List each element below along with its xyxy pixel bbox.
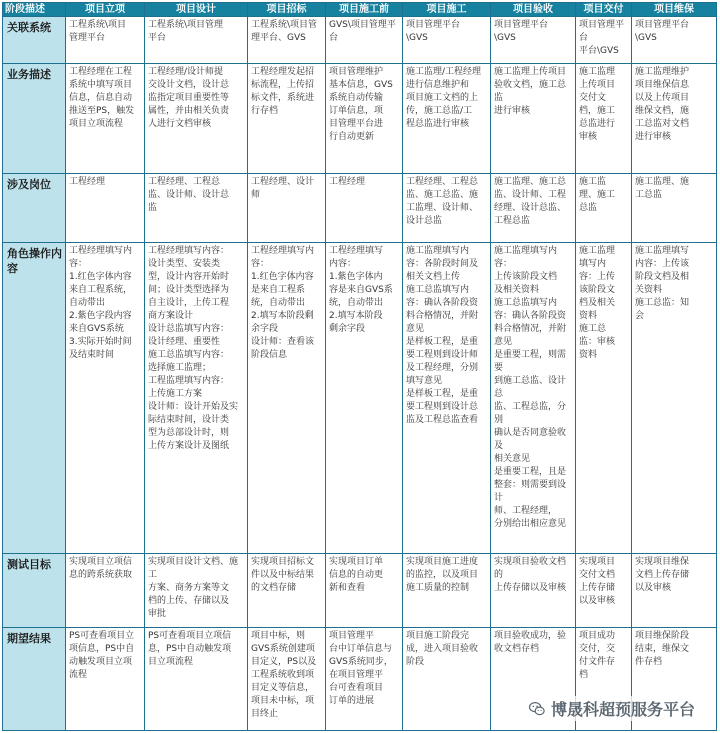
cell-line: 上传施工方案	[148, 388, 203, 399]
cell-line: 人进行文档审核	[148, 119, 212, 130]
cell-line: 审批	[148, 608, 167, 619]
cell-line: 该阶段文	[579, 284, 616, 295]
cell-line: 阶段信息	[251, 349, 288, 360]
cell-line: 实现项目立项信	[69, 556, 133, 567]
cell-line: 3.实际开始时间	[69, 336, 132, 347]
wechat-icon	[528, 700, 546, 718]
row-label: 关联系统	[3, 17, 66, 64]
cell-line: 交付文	[579, 93, 607, 104]
cell-line: 项目管理平台	[406, 20, 461, 30]
cell-line: 设计总监填写内容：	[148, 323, 230, 334]
cell-line: 项目施工阶段完	[406, 631, 470, 642]
cell-line: 工程经理填写内	[69, 245, 133, 256]
cell-line: 系统自动传输	[329, 93, 384, 104]
cell-line: 自动带出	[69, 297, 106, 308]
table-cell	[66, 242, 145, 553]
cell-line: 件存档	[635, 657, 663, 668]
table-cell	[491, 64, 576, 174]
cell-line: 息的跨系统获取	[69, 569, 133, 580]
table-cell	[66, 17, 145, 64]
cell-line: PS可查看项目立	[69, 631, 135, 642]
table-cell	[326, 553, 403, 628]
cell-line: 内容：	[329, 258, 357, 269]
cell-line: 管理平台	[69, 33, 106, 43]
cell-line: 订单的进展	[329, 696, 375, 707]
cell-line: \GVS	[494, 33, 516, 43]
header-cell-acceptance: 项目验收	[491, 3, 576, 17]
cell-line: 信息的自动更	[329, 569, 384, 580]
table-cell	[248, 174, 326, 242]
cell-line: 监指定项目重要性等	[148, 93, 230, 104]
row-label: 业务描述	[3, 64, 66, 174]
cell-line: 统，自动带出	[251, 297, 306, 308]
cell-line: 工程总监	[494, 216, 531, 227]
header-cell-construction: 项目施工	[403, 3, 491, 17]
cell-line: 监、施工总监、施	[406, 190, 479, 201]
cell-line: 推送至PS，触发	[69, 106, 135, 117]
cell-line: 间；设计类型选择为	[148, 284, 230, 295]
cell-line: 件以及中标结果	[251, 569, 315, 580]
cell-line: 档的上传、存储以及	[148, 595, 230, 606]
table-cell	[632, 17, 717, 64]
table-cell	[403, 64, 491, 174]
cell-line: PS可查看项目立项信	[148, 631, 232, 642]
cell-line: 施工总监填写内	[494, 297, 558, 308]
cell-line: 型，设计内容开始时	[148, 271, 230, 282]
table-cell	[632, 174, 717, 242]
cell-line: 资料	[579, 349, 598, 360]
cell-line: 上传存储	[579, 582, 616, 593]
cell-line: 选择施工监理；	[148, 362, 212, 373]
cell-line: 维保文档，施	[635, 106, 690, 117]
table-cell	[248, 64, 326, 174]
cell-line: 工监理、设计师、	[406, 203, 479, 214]
cell-line: 设计总监	[406, 216, 443, 227]
cell-line: 工总监对文档	[635, 119, 690, 130]
cell-line: 余字段	[251, 323, 279, 334]
cell-line: 施工质量的控制	[406, 582, 470, 593]
table-cell	[326, 17, 403, 64]
cell-line: 监、设计师、设计总	[148, 190, 230, 201]
cell-line: 目立项流程	[148, 657, 194, 668]
cell-line: 是重要工程，且是	[494, 466, 567, 477]
table-cell	[145, 174, 248, 242]
table-cell	[66, 64, 145, 174]
cell-line: 料合格情况，并附	[494, 323, 567, 334]
cell-line: 文档上传存储	[635, 569, 690, 580]
table-cell	[145, 64, 248, 174]
cell-line: 台	[329, 33, 339, 43]
cell-line: 是重要工程，则需要	[494, 349, 567, 373]
cell-line: \GVS	[635, 33, 657, 43]
cell-line: 施工监理维护	[635, 67, 690, 78]
cell-line: 档，施工	[579, 106, 616, 117]
cell-line: 容：	[69, 258, 88, 269]
watermark	[525, 696, 698, 721]
cell-line: 阶段文档及相	[635, 271, 690, 282]
cell-line: 要工程则到设计总	[406, 401, 479, 412]
cell-line: 项目管理平台	[579, 20, 625, 43]
header-cell-stage: 阶段描述	[3, 3, 66, 17]
cell-line: 施工监理	[579, 67, 616, 78]
table-cell	[576, 64, 632, 174]
cell-line: 传，施工总监/工	[406, 106, 473, 117]
cell-line: 工程经理填写内	[251, 245, 315, 256]
cell-line: 容：确认各阶段资	[406, 297, 479, 308]
cell-line: 平台\GVS	[579, 46, 619, 56]
cell-line: 交付文档	[579, 569, 616, 580]
cell-line: 进行审核	[494, 106, 531, 117]
table-cell	[248, 628, 326, 731]
cell-line: 息，PS中自动触发项	[148, 644, 232, 655]
cell-line: 施工监理填写内	[406, 245, 470, 256]
cell-line: 工程经理、工程总	[148, 177, 221, 188]
cell-line: GVS\项目管理平	[329, 20, 396, 30]
cell-line: 档	[579, 670, 589, 681]
table-cell	[403, 242, 491, 553]
cell-line: 信息，信息自动	[69, 93, 133, 104]
table-cell	[326, 628, 403, 731]
cell-line: 在项目管理平	[329, 670, 384, 681]
table-cell	[66, 174, 145, 242]
cell-line: 交设计文档，设计总	[148, 80, 230, 91]
row-label: 涉及岗位	[3, 174, 66, 242]
cell-line: 意见	[494, 336, 513, 347]
table-cell	[145, 242, 248, 553]
cell-line: 行存档	[251, 106, 279, 117]
header-cell-initiation: 项目立项	[66, 3, 145, 17]
table-cell	[576, 553, 632, 628]
cell-line: 来自GVS系统	[69, 323, 124, 334]
cell-line: 成，进入项目验收	[406, 644, 479, 655]
cell-line: 监、工程总监，分别	[494, 401, 567, 425]
table-cell	[576, 17, 632, 64]
cell-line: 台中订单信息与	[329, 644, 393, 655]
cell-line: 目管理平台进	[329, 119, 384, 130]
cell-line: 施工监理填写	[635, 245, 690, 256]
cell-line: 填写意见	[406, 375, 443, 386]
table-cell	[403, 17, 491, 64]
cell-line: 自主设计，上传工程	[148, 297, 230, 308]
cell-line: 设计师：查看该	[251, 336, 315, 347]
cell-line: 施工总监：知	[635, 297, 690, 308]
cell-line: 容：各阶段时间及	[406, 258, 479, 269]
cell-line: 项目维保信息	[635, 80, 690, 91]
cell-line: 2.紫色字段内容	[69, 310, 132, 321]
cell-line: 实现项目验收文档的	[494, 556, 567, 580]
cell-line: 实现项目招标文	[251, 556, 315, 567]
cell-line: 2.填写本阶段	[329, 310, 383, 321]
cell-line: 基本信息，GVS	[329, 80, 393, 91]
header-cell-maintenance: 项目维保	[632, 3, 717, 17]
cell-line: 商方案设计	[148, 310, 194, 321]
cell-line: 资料	[579, 310, 598, 321]
cell-line: 容：上传	[579, 271, 616, 282]
cell-line: GVS系统同步，	[329, 657, 393, 668]
cell-line: 工总监	[635, 190, 663, 201]
cell-line: 工程经理	[329, 177, 366, 188]
cell-line: 型为总部设计时，则	[148, 427, 230, 438]
cell-line: 属性，并由相关负责	[148, 106, 230, 117]
cell-line: 工程系统\项目管理	[148, 20, 224, 30]
cell-line: 项目立项流程	[69, 119, 124, 130]
cell-line: 确认是否同意验收及	[494, 427, 567, 451]
table-cell	[403, 553, 491, 628]
cell-line: 到施工总监、设计总	[494, 375, 567, 399]
table-row	[3, 64, 717, 174]
cell-line: 及相关资料	[494, 284, 540, 295]
cell-line: 会	[635, 310, 645, 321]
cell-line: 实现项目施工进度	[406, 556, 479, 567]
table-cell	[576, 174, 632, 242]
cell-line: 师	[251, 190, 261, 201]
cell-line: 1.红色字体内容	[251, 271, 314, 282]
cell-line: 方案、商务方案等文	[148, 582, 230, 593]
table-row	[3, 17, 717, 64]
cell-line: 审核	[579, 132, 598, 143]
cell-line: 剩余字段	[329, 323, 366, 334]
table-wrapper	[2, 2, 716, 731]
cell-line: 关资料	[635, 284, 663, 295]
cell-line: 工程经理、设计	[251, 177, 315, 188]
cell-line: 实现项目维保	[635, 556, 690, 567]
cell-line: 容：	[251, 258, 270, 269]
cell-line: 项信息，PS中自	[69, 644, 135, 655]
cell-line: 上传存储以及审核	[494, 582, 567, 593]
cell-line: 内容：上传该	[635, 258, 690, 269]
cell-line: 系统中填写项目	[69, 80, 133, 91]
cell-line: 意见	[406, 323, 425, 334]
cell-line: 收文档存档	[494, 644, 540, 655]
cell-line: 及结束时间	[69, 349, 115, 360]
cell-line: 施工监	[579, 177, 607, 188]
cell-line: 施工总	[579, 323, 607, 334]
cell-line: 工程经理填写内容：	[148, 245, 230, 256]
cell-line: 总监进行	[579, 119, 616, 130]
table-cell	[66, 553, 145, 628]
cell-line: \GVS	[406, 33, 428, 43]
cell-line: 阶段	[406, 657, 425, 668]
cell-line: 上传项目	[579, 80, 616, 91]
cell-line: 验收文档，施工总监	[494, 80, 567, 104]
cell-line: 际结束时间，设计类	[148, 414, 230, 425]
cell-line: 分别给出相应意见	[494, 518, 567, 529]
cell-line: 设计师：设计开始及实	[148, 401, 239, 412]
header-cell-design: 项目设计	[145, 3, 248, 17]
cell-line: 监：审核	[579, 336, 616, 347]
cell-line: 工程系统\项目	[69, 20, 127, 30]
cell-line: 是样板工程，是重	[406, 388, 479, 399]
cell-line: 经理、设计总监、	[494, 203, 567, 214]
table-cell	[491, 553, 576, 628]
cell-line: 及工程经理，分别	[406, 362, 479, 373]
cell-line: 理平台、GVS	[251, 33, 306, 43]
cell-line: 工程系统\项目管	[251, 20, 318, 30]
cell-line: 项目中标，则	[251, 631, 306, 642]
cell-line: 上传方案设计及图纸	[148, 440, 230, 451]
cell-line: 相关意见	[494, 453, 531, 464]
cell-line: 实现项目订单	[329, 556, 384, 567]
table-cell	[491, 174, 576, 242]
cell-line: 1.紫色字体内	[329, 271, 383, 282]
cell-line: 要工程则到设计师	[406, 349, 479, 360]
cell-line: 以及审核	[579, 595, 616, 606]
cell-line: 设计经理、重要性	[148, 336, 221, 347]
cell-line: 项目管理平台	[494, 20, 549, 30]
cell-line: 工程经理	[69, 177, 106, 188]
header-cell-delivery: 项目交付	[576, 3, 632, 17]
cell-line: 统，自动带出	[329, 297, 384, 308]
table-cell	[491, 17, 576, 64]
table-cell	[326, 64, 403, 174]
cell-line: 目终止	[251, 709, 279, 720]
table-cell	[491, 242, 576, 553]
cell-line: 项目未中标，项	[251, 696, 315, 707]
cell-line: 项目管理平台	[635, 20, 690, 30]
row-label: 角色操作内容	[3, 242, 66, 553]
cell-line: 交付，交	[579, 644, 616, 655]
cell-line: 台可查看项目	[329, 683, 384, 694]
cell-line: 付文件存	[579, 657, 616, 668]
cell-line: 工程监理填写内容：	[148, 375, 230, 386]
cell-line: 目定义等信息，	[251, 683, 315, 694]
cell-line: 工程经理、工程总	[406, 177, 479, 188]
cell-line: 施工总监填写内容：	[148, 349, 230, 360]
cell-line: 相关文档上传	[406, 271, 461, 282]
row-label: 期望结果	[3, 628, 66, 731]
cell-line: 标流程，上传招	[251, 80, 315, 91]
cell-line: 工程经理填写	[329, 245, 384, 256]
cell-line: 容：确认各阶段资	[494, 310, 567, 321]
cell-line: 理、施工	[579, 190, 616, 201]
cell-line: 项目维保阶段	[635, 631, 690, 642]
watermark-text: 博晟科超预服务平台	[550, 700, 695, 719]
table-row	[3, 242, 717, 553]
cell-line: 的监控，以及项目	[406, 569, 479, 580]
project-stage-table	[2, 2, 717, 731]
table-cell	[326, 174, 403, 242]
cell-line: 工程系统收到项	[251, 670, 315, 681]
table-cell	[248, 242, 326, 553]
cell-line: 实现项目设计文档、施工	[148, 556, 239, 580]
cell-line: 工程经理/设计师提	[148, 67, 224, 78]
cell-line: GVS系统创建项	[251, 644, 315, 655]
cell-line: 动触发项目立项	[69, 657, 133, 668]
table-cell	[632, 64, 717, 174]
table-cell	[248, 553, 326, 628]
cell-line: 监及工程总监查看	[406, 414, 479, 425]
table-cell	[326, 242, 403, 553]
cell-line: 项目管理平	[329, 631, 375, 642]
table-cell	[632, 553, 717, 628]
cell-line: 施工监理填写内容：	[494, 245, 558, 269]
cell-line: 进行信息维护和	[406, 80, 470, 91]
table-cell	[403, 174, 491, 242]
table-row	[3, 174, 717, 242]
cell-line: 设计类型、安装类	[148, 258, 221, 269]
cell-line: 程总监进行审核	[406, 119, 470, 130]
header-cell-pre-construction: 项目施工前	[326, 3, 403, 17]
cell-line: 监、设计师、工程	[494, 190, 567, 201]
header-cell-bidding: 项目招标	[248, 3, 326, 17]
cell-line: 师、工程经理，	[494, 505, 558, 516]
cell-line: 监	[148, 203, 158, 214]
table-cell	[145, 628, 248, 731]
cell-line: 标文件，系统进	[251, 93, 315, 104]
table-cell	[248, 17, 326, 64]
table-cell	[576, 242, 632, 553]
cell-line: 工程经理在工程	[69, 67, 133, 78]
cell-line: 填写内	[579, 258, 607, 269]
cell-line: 施工监理	[579, 245, 616, 256]
cell-line: 订单信息，项	[329, 106, 384, 117]
cell-line: 整套：则需要到设计	[494, 479, 567, 503]
cell-line: 的文档存储	[251, 582, 297, 593]
cell-line: 项目施工文档的上	[406, 93, 479, 104]
cell-line: 新和查看	[329, 582, 366, 593]
cell-line: 实现项目	[579, 556, 616, 567]
table-cell	[632, 242, 717, 553]
cell-line: 容是来自GVS系	[329, 284, 393, 295]
cell-line: 施工监理上传项目	[494, 67, 567, 78]
cell-line: 施工总监填写内	[406, 284, 470, 295]
cell-line: 是样板工程，是重	[406, 336, 479, 347]
cell-line: 料合格情况，并附	[406, 310, 479, 321]
cell-line: 施工监理/工程经理	[406, 67, 482, 78]
cell-line: 流程	[69, 670, 88, 681]
cell-line: 是来自工程系	[251, 284, 306, 295]
header-row	[3, 3, 717, 17]
cell-line: 平台	[148, 33, 167, 43]
table-cell	[66, 628, 145, 731]
cell-line: 行自动更新	[329, 132, 375, 143]
cell-line: 以及上传项目	[635, 93, 690, 104]
cell-line: 项目验收成功，验	[494, 631, 567, 642]
cell-line: 目定义，PS以及	[251, 657, 317, 668]
table-cell	[145, 553, 248, 628]
cell-line: 进行审核	[635, 132, 672, 143]
cell-line: 项目成功	[579, 631, 616, 642]
cell-line: 2.填写本阶段剩	[251, 310, 314, 321]
cell-line: 项目管理维护	[329, 67, 384, 78]
cell-line: 上传该阶段文档	[494, 271, 558, 282]
cell-line: 施工监理、施	[635, 177, 690, 188]
cell-line: 档及相关	[579, 297, 616, 308]
cell-line: 结束，维保文	[635, 644, 690, 655]
cell-line: 施工监理、施工总	[494, 177, 567, 188]
table-body	[3, 17, 717, 731]
cell-line: 1.红色字体内容	[69, 271, 132, 282]
table-cell	[403, 628, 491, 731]
cell-line: 总监	[579, 203, 598, 214]
table-row	[3, 553, 717, 628]
table-cell	[145, 17, 248, 64]
cell-line: 以及审核	[635, 582, 672, 593]
cell-line: 工程经理发起招	[251, 67, 315, 78]
row-label: 测试目标	[3, 553, 66, 628]
cell-line: 来自工程系统，	[69, 284, 133, 295]
